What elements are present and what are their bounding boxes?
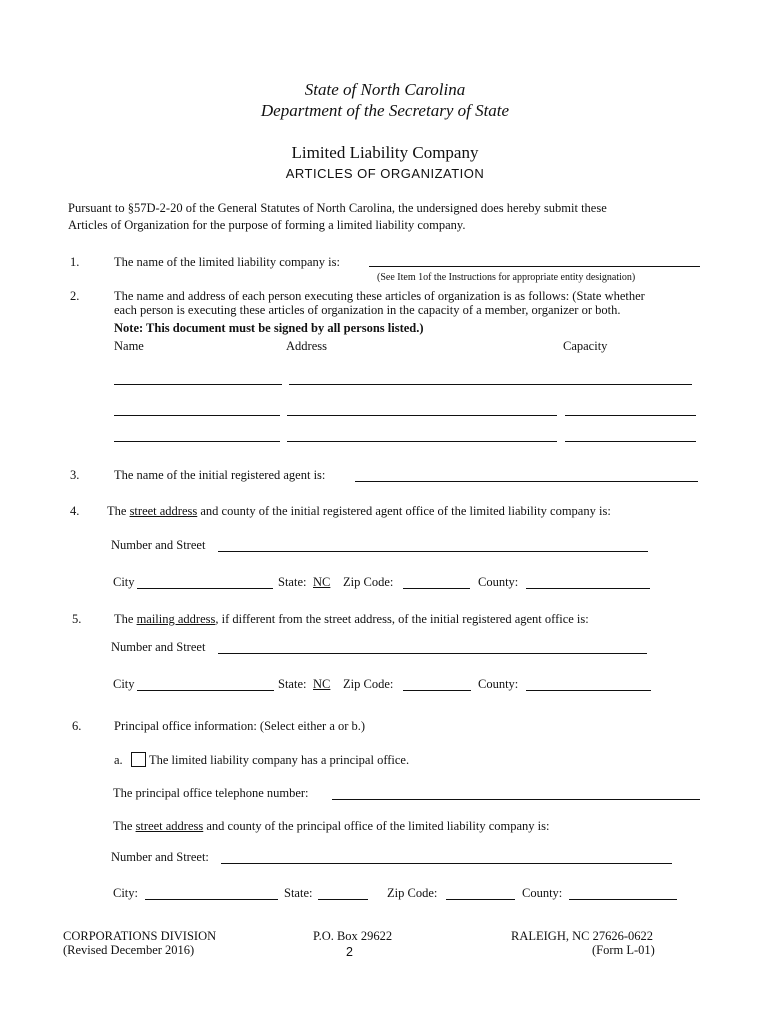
item5-mailing-address-link: mailing address xyxy=(136,612,216,626)
item5-street-label: Number and Street xyxy=(111,640,206,654)
item4-zip-line[interactable] xyxy=(403,588,470,589)
column-address: Address xyxy=(286,339,327,353)
item4-city-line[interactable] xyxy=(137,588,273,589)
item4-zip-label: Zip Code: xyxy=(343,575,394,589)
footer-form: (Form L-01) xyxy=(592,943,655,957)
header-state: State of North Carolina xyxy=(304,80,466,99)
item4-number: 4. xyxy=(70,504,80,518)
person-2-address-line[interactable] xyxy=(287,415,557,416)
item4-city-label: City xyxy=(113,575,135,589)
intro-line-2: Articles of Organization for the purpose of forming a limited liability company. xyxy=(68,218,466,232)
intro-line-1: Pursuant to §57D-2-20 of the General Statutes of North Carolina, the undersigned does hereby submit these xyxy=(68,201,607,215)
item6-label: Principal office information: (Select either a or b.) xyxy=(114,719,366,733)
principal-city-line[interactable] xyxy=(145,899,278,900)
item5-zip-label: Zip Code: xyxy=(343,677,394,691)
principal-street-line[interactable] xyxy=(221,863,672,864)
item1-label: The name of the limited liability company is: xyxy=(114,255,340,269)
person-3-capacity-line[interactable] xyxy=(565,441,696,442)
principal-state-label: State: xyxy=(284,886,313,900)
item5-state-label: State: xyxy=(278,677,307,691)
item1-note: (See Item 1of the Instructions for appropriate entity designation) xyxy=(377,272,636,283)
person-1-address-line[interactable] xyxy=(289,384,692,385)
principal-zip-line[interactable] xyxy=(446,899,515,900)
person-1-name-line[interactable] xyxy=(114,384,282,385)
company-name-line[interactable] xyxy=(369,266,700,267)
item4-street-label: Number and Street xyxy=(111,538,206,552)
item4-county-line[interactable] xyxy=(526,588,650,589)
item2-line-2: each person is executing these articles of organization in the capacity of a member, organizer or both. xyxy=(114,303,621,317)
option-a-text: The limited liability company has a principal office. xyxy=(149,753,410,767)
phone-line[interactable] xyxy=(332,799,700,800)
item4-state-value: NC xyxy=(313,575,331,589)
person-3-name-line[interactable] xyxy=(114,441,280,442)
item5-number: 5. xyxy=(72,612,82,626)
item2-number: 2. xyxy=(70,289,80,303)
item5-city-label: City xyxy=(113,677,135,691)
registered-agent-line[interactable] xyxy=(355,481,698,482)
item5-county-line[interactable] xyxy=(526,690,651,691)
principal-county-label: County: xyxy=(522,886,563,900)
item4-state-label: State: xyxy=(278,575,307,589)
page-number: 2 xyxy=(346,945,353,959)
column-name: Name xyxy=(114,339,144,353)
item1-number: 1. xyxy=(70,255,80,269)
header-department: Department of the Secretary of State xyxy=(260,101,510,120)
principal-street-address-link: street address xyxy=(135,819,204,833)
item5-state-value: NC xyxy=(313,677,331,691)
item4-text: The street address and county of the initial registered agent office of the limited liability company is: xyxy=(107,504,611,518)
item5-text: The mailing address, if different from the street address, of the initial registered agent office is: xyxy=(114,612,589,626)
item5-zip-line[interactable] xyxy=(403,690,471,691)
footer-division: CORPORATIONS DIVISION xyxy=(63,929,217,943)
person-2-name-line[interactable] xyxy=(114,415,280,416)
item5-county-label: County: xyxy=(478,677,519,691)
principal-city-label: City: xyxy=(113,886,139,900)
footer-city: RALEIGH, NC 27626-0622 xyxy=(511,929,654,943)
principal-street-label: Number and Street: xyxy=(111,850,209,864)
item5-city-line[interactable] xyxy=(137,690,274,691)
item2-line-1: The name and address of each person executing these articles of organization is as follows: (State whether xyxy=(114,289,645,303)
principal-county-line[interactable] xyxy=(569,899,677,900)
item4-street-line[interactable] xyxy=(218,551,648,552)
column-capacity: Capacity xyxy=(563,339,608,353)
item3-number: 3. xyxy=(70,468,80,482)
footer-pobox: P.O. Box 29622 xyxy=(313,929,393,943)
item3-label: The name of the initial registered agent is: xyxy=(114,468,326,482)
item5-street-line[interactable] xyxy=(218,653,647,654)
person-2-capacity-line[interactable] xyxy=(565,415,696,416)
principal-zip-label: Zip Code: xyxy=(387,886,438,900)
option-a-letter: a. xyxy=(114,753,123,767)
form-title: Limited Liability Company xyxy=(291,143,479,162)
footer-revised: (Revised December 2016) xyxy=(63,943,195,957)
item4-county-label: County: xyxy=(478,575,519,589)
form-subtitle: ARTICLES OF ORGANIZATION xyxy=(285,166,485,181)
option-a-checkbox[interactable] xyxy=(131,752,146,767)
principal-state-line[interactable] xyxy=(318,899,368,900)
person-3-address-line[interactable] xyxy=(287,441,557,442)
principal-address-text: The street address and county of the principal office of the limited liability company is: xyxy=(113,819,550,833)
item2-note: Note: This document must be signed by all persons listed.) xyxy=(114,321,424,335)
phone-label: The principal office telephone number: xyxy=(113,786,309,800)
item4-street-address-link: street address xyxy=(129,504,198,518)
item6-number: 6. xyxy=(72,719,82,733)
